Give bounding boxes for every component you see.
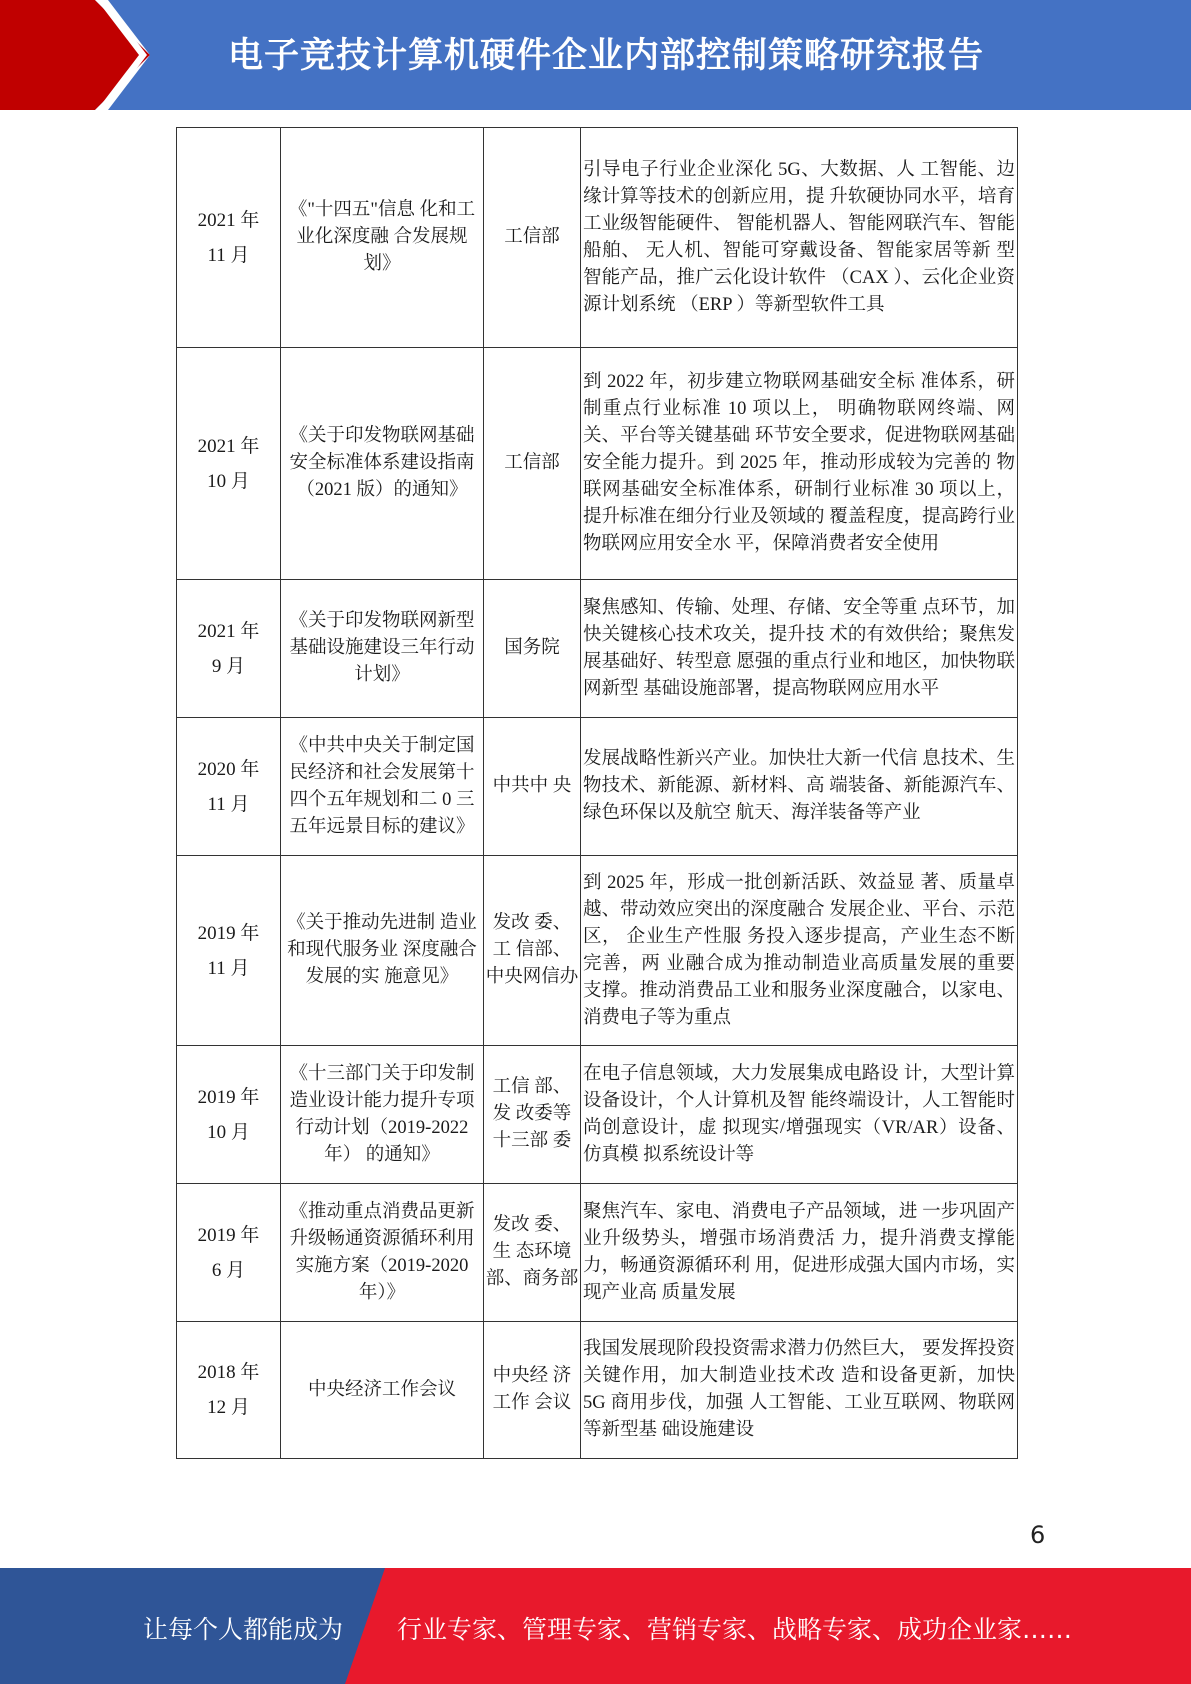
department-cell: 国务院 — [484, 580, 581, 718]
department-cell: 工信部 — [484, 348, 581, 580]
table-row — [177, 348, 1018, 580]
table-row — [177, 1322, 1018, 1459]
policy-table — [176, 127, 1018, 1459]
content-cell: 我国发展现阶段投资需求潜力仍然巨大， 要发挥投资关键作用，加大制造业技术改 造和设备更新，加快 5G 商用步伐，加强 人工智能、工业互联网、物联网等新型基 础设施建设 — [581, 1322, 1018, 1459]
table-row — [177, 856, 1018, 1046]
date-cell — [177, 348, 281, 580]
date-month: 10 月 — [207, 1121, 250, 1143]
page-header — [0, 0, 1191, 110]
footer-slogan-right: 行业专家、管理专家、营销专家、战略专家、成功企业家…… — [397, 1615, 1073, 1644]
date-cell — [177, 580, 281, 718]
date-year: 2019 年 — [197, 1224, 260, 1246]
document-cell: 《"十四五"信息 化和工业化深度融 合发展规划》 — [281, 128, 484, 348]
date-month: 6 月 — [211, 1259, 246, 1281]
document-cell: 《推动重点消费品更新升级畅通资源循环利用实施方案（2019-2020 年）》 — [281, 1184, 484, 1322]
date-month: 11 月 — [207, 957, 250, 979]
department-cell: 工信部 — [484, 128, 581, 348]
date-year: 2019 年 — [197, 1086, 260, 1108]
content-cell: 在电子信息领域，大力发展集成电路设 计，大型计算设备设计，个人计算机及智 能终端设计，人工智能时尚创意设计，虚 拟现实/增强现实（VR/AR）设备、仿真模 拟系统设计等 — [581, 1046, 1018, 1184]
table-row — [177, 580, 1018, 718]
date-month: 11 月 — [207, 793, 250, 815]
department-cell: 发改 委、生 态环境部、商务部 — [484, 1184, 581, 1322]
date-cell — [177, 1322, 281, 1459]
date-cell — [177, 856, 281, 1046]
content-cell: 到 2022 年，初步建立物联网基础安全标 准体系，研制重点行业标准 10 项以上， 明确物联网终端、网关、平台等关键基础 环节安全要求，促进物联网基础安全能力提升。到 2025 年，推动形成较为完善的 物联网基础安全标准体系，研制行业标准 30 项以上，提升标准在细分行业及领域的 覆盖程度，提高跨行业物联网应用安全水 平，保障消费者安全使用 — [581, 348, 1018, 580]
date-year: 2021 年 — [197, 620, 260, 642]
footer-slogan-left: 让每个人都能成为 — [143, 1615, 344, 1644]
date-cell — [177, 1184, 281, 1322]
department-cell: 中央经 济工作 会议 — [484, 1322, 581, 1459]
date-month: 12 月 — [207, 1397, 250, 1418]
content-cell: 到 2025 年，形成一批创新活跃、效益显 著、质量卓越、带动效应突出的深度融合 发展企业、平台、示范区， 企业生产性服 务投入逐步提高，产业生态不断完善，两 业融合成为推动制造业高质量发展的重要 支撑。推动消费品工业和服务业深度融合，以家电、消费电子等为重点 — [581, 856, 1018, 1046]
department-cell: 中共中 央 — [484, 718, 581, 856]
document-cell: 中央经济工作会议 — [281, 1322, 484, 1459]
page-number: 6 — [1030, 1521, 1046, 1549]
date-year: 2021 年 — [197, 435, 260, 457]
document-cell: 《中共中央关于制定国民经济和社会发展第十四个五年规划和二 0 三五年远景目标的建议》 — [281, 718, 484, 856]
date-year: 2019 年 — [197, 922, 260, 944]
date-cell — [177, 128, 281, 348]
table-row — [177, 1184, 1018, 1322]
date-year: 2020 年 — [197, 758, 260, 780]
department-cell: 发改 委、工 信部、中央网信办 — [484, 856, 581, 1046]
department-cell: 工信 部、发 改委等十三部 委 — [484, 1046, 581, 1184]
table-row — [177, 1046, 1018, 1184]
content-cell: 聚焦汽车、家电、消费电子产品领域，进 一步巩固产业升级势头，增强市场消费活 力，提升消费支撑能力，畅通资源循环利 用，促进形成强大国内市场，实现产业高 质量发展 — [581, 1184, 1018, 1322]
date-month: 11 月 — [207, 244, 250, 266]
content-cell: 引导电子行业企业深化 5G、大数据、人 工智能、边缘计算等技术的创新应用，提 升软硬协同水平，培育工业级智能硬件、 智能机器人、智能网联汽车、智能船舶、 无人机、智能可穿戴设备、智能家居等新 型智能产品，推广云化设计软件 （CAX ）、云化企业资源计划系统 （ERP ）等新型软件工具 — [581, 128, 1018, 348]
document-cell: 《十三部门关于印发制造业设计能力提升专项行动计划（2019-2022 年） 的通知》 — [281, 1046, 484, 1184]
date-month: 9 月 — [211, 655, 246, 677]
date-month: 10 月 — [207, 470, 250, 492]
content-cell: 聚焦感知、传输、处理、存储、安全等重 点环节，加快关键核心技术攻关，提升技 术的有效供给；聚焦发展基础好、转型意 愿强的重点行业和地区，加快物联网新型 基础设施部署，提高物联网应用水平 — [581, 580, 1018, 718]
date-year: 2021 年 — [197, 209, 260, 231]
document-cell: 《关于印发物联网新型基础设施建设三年行动计划》 — [281, 580, 484, 718]
content-cell: 发展战略性新兴产业。加快壮大新一代信 息技术、生物技术、新能源、新材料、高 端装备、新能源汽车、绿色环保以及航空 航天、海洋装备等产业 — [581, 718, 1018, 856]
table-row — [177, 718, 1018, 856]
document-cell: 《关于印发物联网基础安全标准体系建设指南（2021 版）的通知》 — [281, 348, 484, 580]
date-year: 2018 年 — [197, 1362, 260, 1383]
date-cell — [177, 1046, 281, 1184]
table-row — [177, 128, 1018, 348]
policy-table-body — [177, 128, 1018, 1459]
date-cell — [177, 718, 281, 856]
document-cell: 《关于推动先进制 造业和现代服务业 深度融合发展的实 施意见》 — [281, 856, 484, 1046]
report-title: 电子竞技计算机硬件企业内部控制策略研究报告 — [228, 36, 985, 76]
page-footer — [0, 1568, 1191, 1684]
